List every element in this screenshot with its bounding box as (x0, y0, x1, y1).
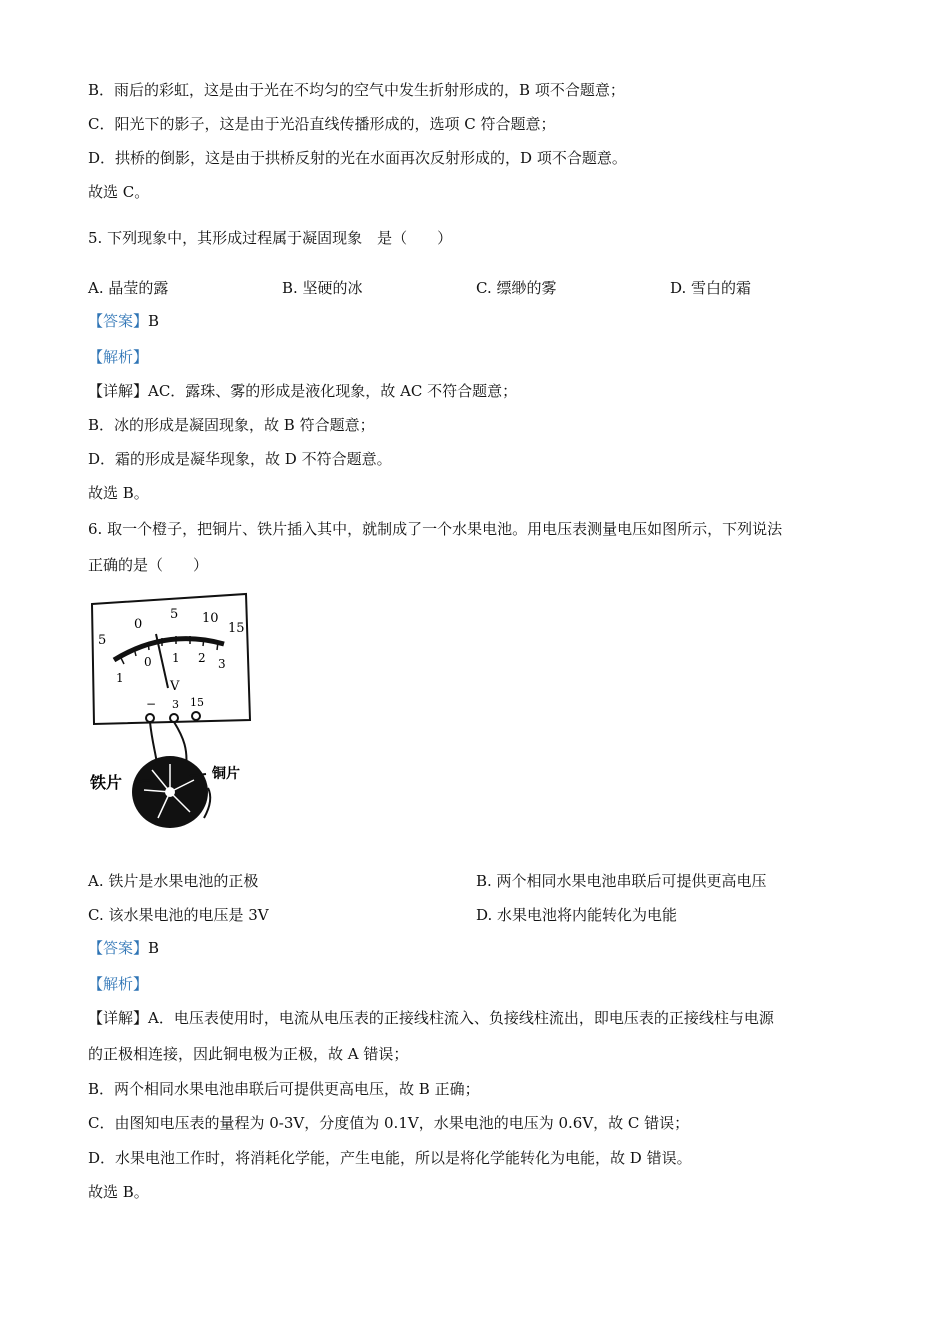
q6-answer (88, 937, 159, 959)
q6-stem-line-2: 正确的是（ ） (88, 556, 209, 574)
terminal-3v (170, 714, 178, 722)
scale-label-top: 0 (134, 617, 143, 632)
q5-option-a: A. 晶莹的露 (88, 279, 169, 297)
scale-label-bottom: 1 (116, 671, 124, 685)
q6-option-b: B. 两个相同水果电池串联后可提供更高电压 (476, 872, 767, 890)
q6-detail-line: B．两个相同水果电池串联后可提供更高电压，故 B 正确； (88, 1080, 480, 1098)
scale-label-top: 5 (98, 633, 107, 648)
terminal-negative (146, 714, 154, 722)
q6-detail-line: D．水果电池工作时，将消耗化学能，产生电能，所以是将化学能转化为电能，故 D 错误。 (88, 1149, 692, 1167)
iron-label: 铁片 (90, 773, 123, 792)
q4-option-c-explanation: C．阳光下的影子，这是由于光沿直线传播形成的，选项 C 符合题意； (88, 115, 556, 133)
q6-detail-line: C．由图知电压表的量程为 0-3V，分度值为 0.1V，水果电池的电压为 0.6V，故 C 错误； (88, 1114, 690, 1132)
q5-option-c: C. 缥缈的雾 (476, 279, 557, 297)
q5-analysis-tag: 【解析】 (88, 348, 149, 366)
q6-detail-line: 的正极相连接，因此铜电极为正极，故 A 错误； (88, 1045, 409, 1063)
q4-option-d-explanation: D．拱桥的倒影，这是由于拱桥反射的光在水面再次反射形成的，D 项不合题意。 (88, 149, 627, 167)
q5-detail-line: B．冰的形成是凝固现象，故 B 符合题意； (88, 416, 375, 434)
q6-answer-tag: 【答案】 (88, 939, 149, 957)
terminal-label: 15 (190, 696, 204, 709)
q5-answer (88, 310, 159, 332)
scale-label-top: 15 (228, 621, 245, 636)
scale-label-top: 10 (202, 611, 219, 626)
voltmeter-fruit-battery-figure (86, 592, 256, 844)
q5-detail-line: D．霜的形成是凝华现象，故 D 不符合题意。 (88, 450, 392, 468)
q6-option-d: D. 水果电池将内能转化为电能 (476, 906, 678, 924)
meter-unit: V (170, 679, 180, 694)
q5-answer-value: B (148, 312, 160, 330)
scale-label-bottom: 3 (218, 657, 226, 671)
scale-label-top: 5 (170, 607, 179, 622)
orange-core (165, 787, 175, 797)
q5-stem: 5. 下列现象中，其形成过程属于凝固现象 是（ ） (88, 229, 453, 247)
terminal-label: 3 (172, 698, 179, 711)
q5-detail-line: 【详解】AC．露珠、雾的形成是液化现象，故 AC 不符合题意； (88, 382, 518, 400)
q6-detail-line: 【详解】A．电压表使用时，电流从电压表的正接线柱流入、负接线柱流出，即电压表的正接线柱与电源 (88, 1009, 774, 1027)
q6-option-c: C. 该水果电池的电压是 3V (88, 906, 269, 924)
q6-analysis-tag: 【解析】 (88, 975, 149, 993)
q6-option-a: A. 铁片是水果电池的正极 (88, 872, 259, 890)
q4-conclusion: 故选 C。 (88, 183, 150, 201)
copper-label: 铜片 (212, 766, 240, 782)
scale-label-bottom: 0 (144, 655, 152, 669)
scale-label-bottom: 2 (198, 651, 206, 665)
q5-option-d: D. 雪白的霜 (670, 279, 752, 297)
q6-detail-line: 故选 B。 (88, 1183, 149, 1201)
q6-answer-value: B (148, 939, 160, 957)
q4-option-b-explanation: B．雨后的彩虹，这是由于光在不均匀的空气中发生折射形成的，B 项不合题意； (88, 81, 625, 99)
q5-detail-line: 故选 B。 (88, 484, 149, 502)
q6-stem-line-1: 6. 取一个橙子，把铜片、铁片插入其中，就制成了一个水果电池。用电压表测量电压如图所示，下列说法 (88, 520, 783, 538)
q5-option-b: B. 坚硬的冰 (282, 279, 363, 297)
scale-label-bottom: 1 (172, 651, 180, 665)
terminal-15v (192, 712, 200, 720)
terminal-label: − (146, 697, 157, 711)
q5-answer-tag: 【答案】 (88, 312, 149, 330)
